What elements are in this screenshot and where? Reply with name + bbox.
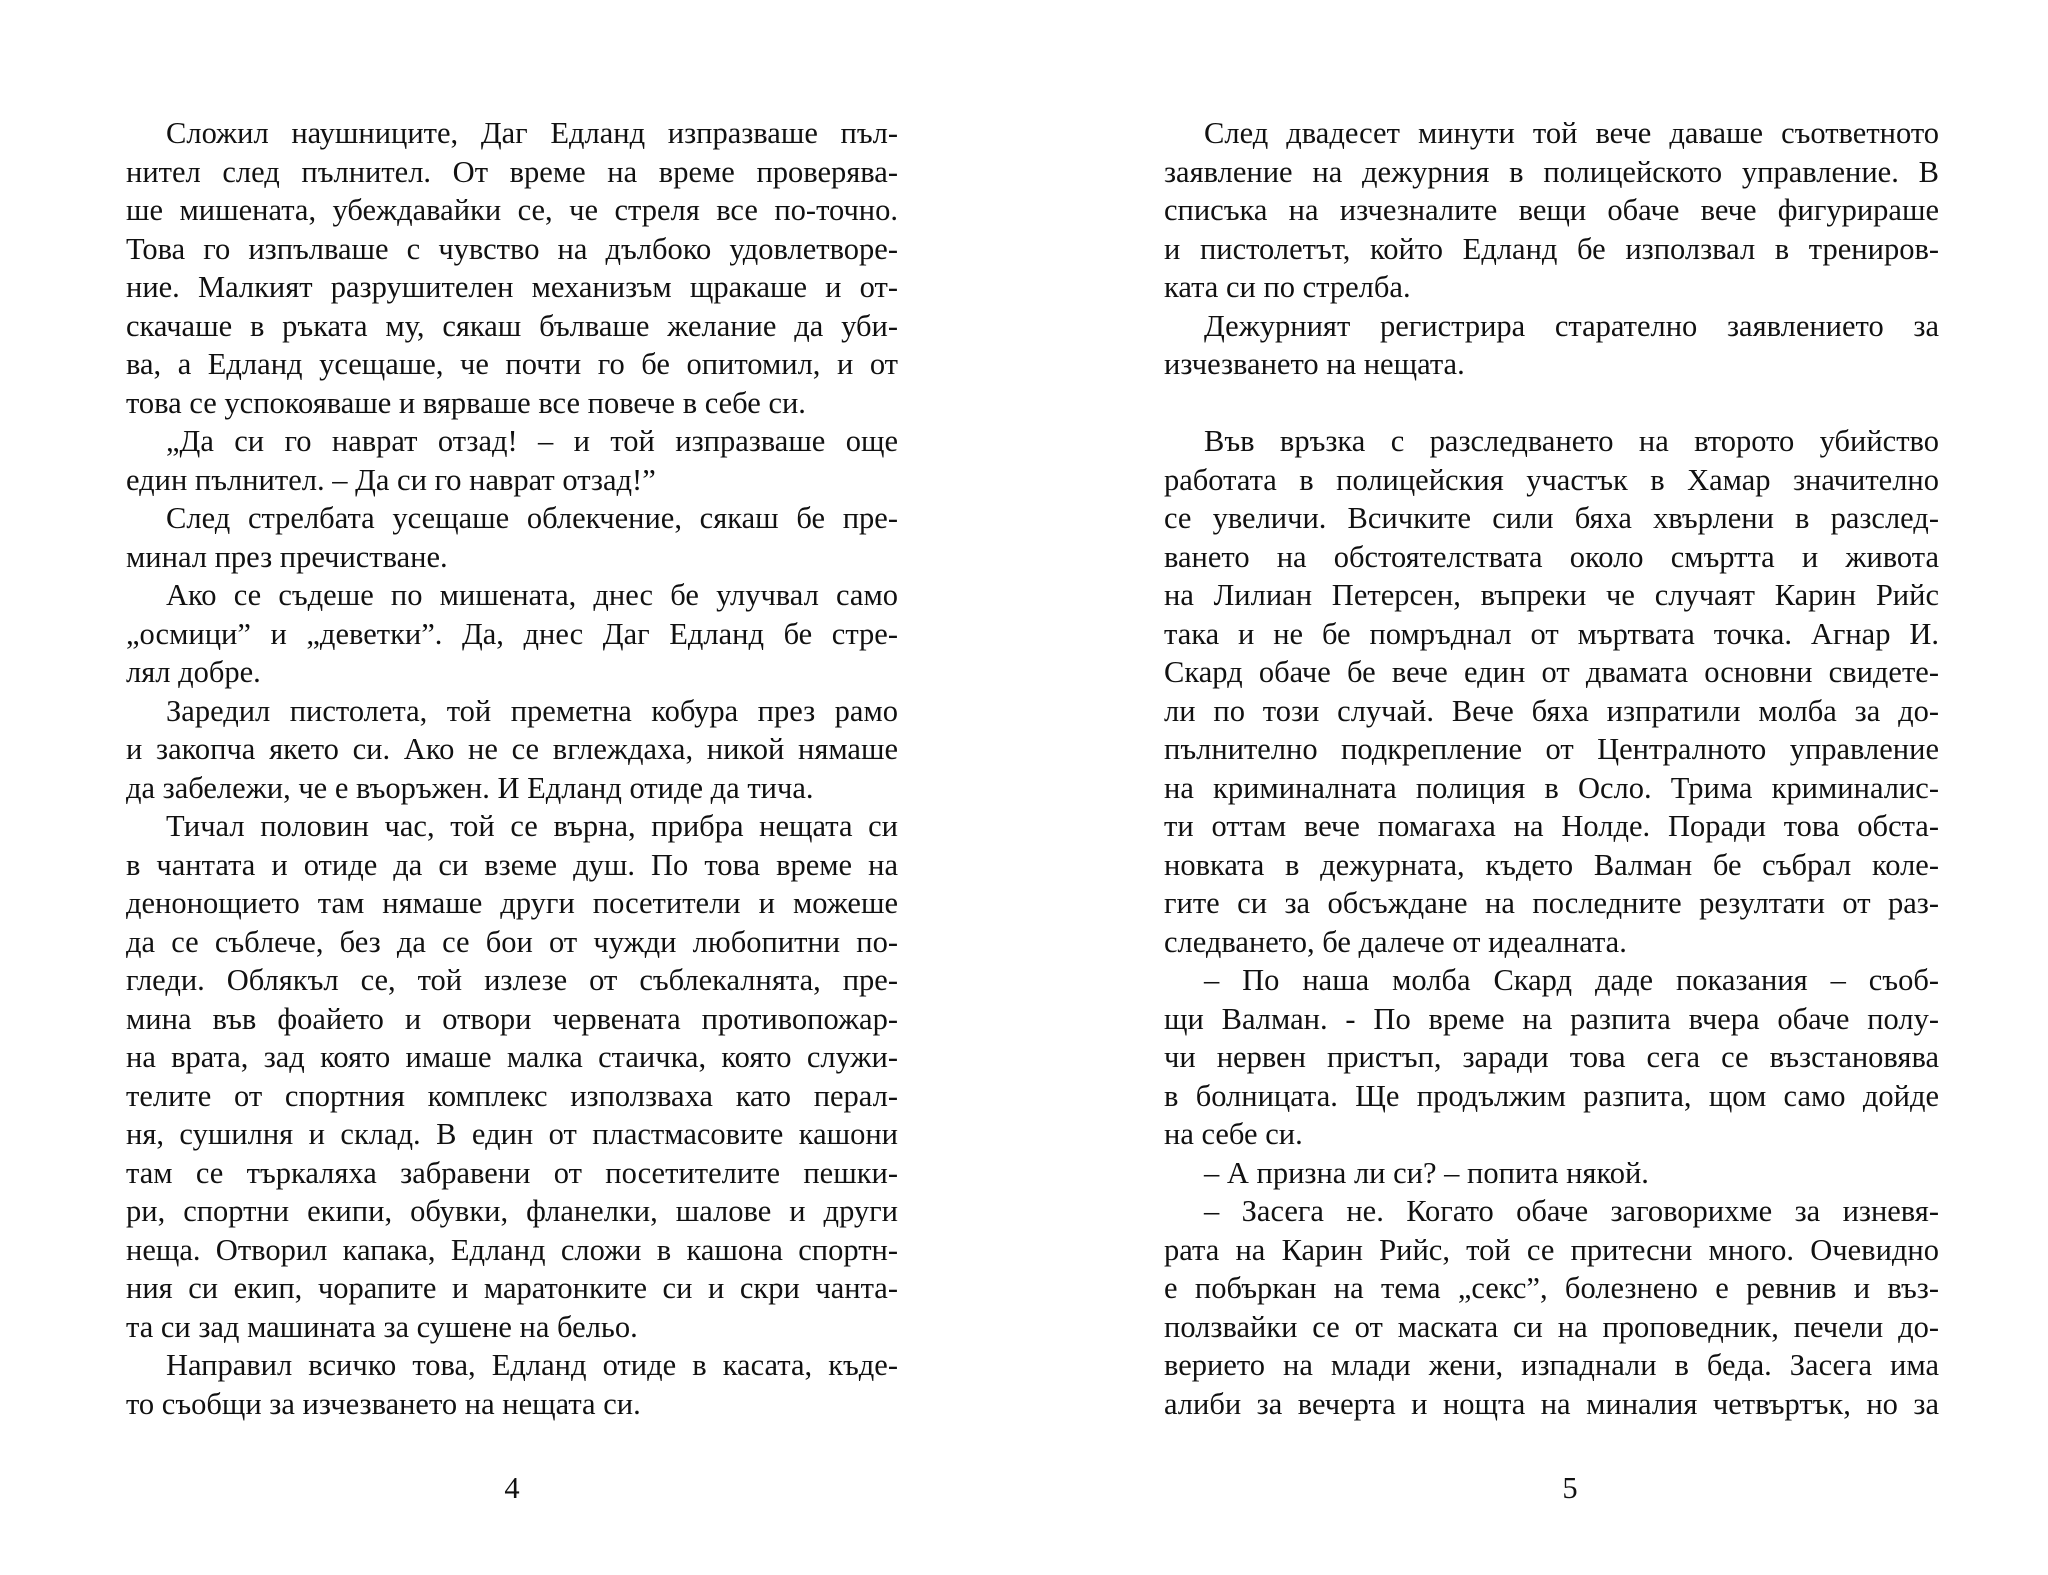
text-line: алиби за вечерта и нощта на миналия четвъртък, но за: [1164, 1386, 1939, 1421]
text-line: новката в дежурната, където Валман бе събрал коле-: [1164, 847, 1939, 882]
paragraph: [126, 422, 898, 499]
text-line: ва, а Едланд усещаше, че почти го бе опитомил, и от: [126, 347, 898, 381]
text-line: на Лилиан Петерсен, въпреки че случаят Карин Рийс: [1164, 578, 1939, 612]
text-line: ли по този случай. Вече бяха изпратили молба за до-: [1164, 693, 1939, 728]
text-line: След двадесет минути той вече даваше съответното: [1204, 116, 1939, 150]
text-line: следването, бе далече от идеалната.: [1164, 924, 1627, 959]
text-line: мина във фоайето и отвори червената противопожар-: [126, 1001, 898, 1036]
text-line: да се съблече, без да се бои от чужди любопитни по-: [126, 924, 898, 959]
text-line: един пълнител. – Да си го наврат отзад!”: [126, 462, 656, 497]
text-line: и пистолетът, който Едланд бе използвал в трениров-: [1164, 231, 1939, 266]
paragraph: [126, 499, 898, 576]
text-line: заявление на дежурния в полицейското управление. В: [1164, 154, 1939, 189]
text-line: Във връзка с разследването на второто убийство: [1204, 424, 1939, 458]
paragraph: [1164, 1154, 1939, 1193]
text-line: на себе си.: [1164, 1117, 1303, 1151]
paragraph: [1164, 307, 1939, 384]
right-page: [1024, 0, 2048, 1575]
text-line: щи Валман. - По време на разпита вчера обаче полу-: [1164, 1001, 1939, 1036]
text-line: списъка на изчезналите вещи обаче вече фигурираше: [1164, 193, 1939, 227]
text-line: телите от спортния комплекс използваха като перал-: [126, 1078, 898, 1113]
paragraph: [126, 114, 898, 422]
paragraph: [1164, 961, 1939, 1154]
paragraph: [1164, 1192, 1939, 1423]
text-line: така и не бе помръднал от мъртвата точка. Агнар И.: [1164, 616, 1939, 651]
text-line: рата на Карин Рийс, той се притесни много. Очевидно: [1164, 1232, 1939, 1267]
text-line: ня, сушилня и склад. В един от пластмасовите кашони: [126, 1117, 898, 1151]
text-line: ването на обстоятелствата около смъртта и живота: [1164, 539, 1939, 574]
text-line: Тичал половин час, той се върна, прибра нещата си: [166, 809, 898, 843]
paragraph: [126, 692, 898, 808]
paragraph: [1164, 114, 1939, 307]
text-line: скачаше в ръката му, сякаш бълваше желание да уби-: [126, 308, 898, 343]
text-line: гите си за обсъждане на последните резултати от раз-: [1164, 886, 1939, 920]
right-page-number: 5: [1562, 1471, 1578, 1505]
text-line: Скард обаче бе вече един от двамата основни свидете-: [1164, 655, 1939, 689]
text-line: работата в полицейския участък в Хамар значително: [1164, 462, 1939, 497]
text-line: да забележи, че е въоръжен. И Едланд отиде да тича.: [126, 770, 814, 805]
text-line: – А призна ли си? – попита някой.: [1204, 1155, 1649, 1190]
text-line: След стрелбата усещаше облекчение, сякаш бе пре-: [166, 501, 898, 535]
text-line: Заредил пистолета, той преметна кобура през рамо: [166, 693, 898, 728]
text-line: изчезването на нещата.: [1164, 347, 1465, 381]
text-line: ние. Малкият разрушителен механизъм щракаше и от-: [126, 270, 898, 304]
text-line: това се успокояваше и вярваше все повече в себе си.: [126, 385, 806, 420]
left-page-text: [126, 114, 898, 1423]
paragraph: [1164, 422, 1939, 961]
text-line: лял добре.: [126, 655, 261, 689]
right-page-text: [1164, 114, 1939, 1423]
paragraph: [126, 1346, 898, 1423]
text-line: се увеличи. Всичките сили бяха хвърлени в разслед-: [1164, 501, 1939, 535]
text-line: Сложил наушниците, Даг Едланд изпразваше пъл-: [166, 116, 898, 150]
text-line: верието на млади жени, изпаднали в беда. Засега има: [1164, 1348, 1939, 1382]
section-break: [1164, 384, 1939, 423]
left-page-number: 4: [504, 1471, 520, 1505]
text-line: ползвайки се от маската си на проповедник, печели до-: [1164, 1309, 1939, 1344]
text-line: ката си по стрелба.: [1164, 270, 1411, 304]
text-line: Ако се съдеше по мишената, днес бе улучвал само: [166, 578, 898, 612]
text-line: – Засега не. Когато обаче заговорихме за изневя-: [1204, 1194, 1939, 1228]
text-line: ния си екип, чорапите и маратонките си и скри чанта-: [126, 1271, 898, 1305]
text-line: Дежурният регистрира старателно заявлението за: [1204, 308, 1939, 343]
text-line: ти оттам вече помагаха на Нолде. Поради това обста-: [1164, 809, 1939, 843]
text-line: там се търкаляха забравени от посетителите пешки-: [126, 1155, 898, 1190]
text-line: ше мишената, убеждавайки се, че стреля все по-точно.: [126, 193, 898, 227]
text-line: чи нервен пристъп, заради това сега се възстановява: [1164, 1040, 1939, 1074]
text-line: ри, спортни екипи, обувки, фланелки, шалове и други: [126, 1194, 898, 1228]
text-line: „Да си го наврат отзад! – и той изпразваше още: [166, 424, 898, 458]
text-line: нител след пълнител. От време на време проверява-: [126, 154, 898, 189]
text-line: гледи. Облякъл се, той излезе от съблекалнята, пре-: [126, 963, 898, 997]
text-line: денонощието там нямаше други посетители и можеше: [126, 886, 898, 920]
text-line: пълнително подкрепление от Централното управление: [1164, 732, 1939, 766]
paragraph: [126, 576, 898, 692]
text-line: Направил всичко това, Едланд отиде в касата, къде-: [166, 1348, 898, 1382]
text-line: е побъркан на тема „секс”, болезнено е ревнив и въз-: [1164, 1271, 1939, 1305]
text-line: – По наша молба Скард даде показания – съоб-: [1204, 963, 1939, 997]
text-line: в чантата и отиде да си вземе душ. По това време на: [126, 847, 898, 882]
text-line: то съобщи за изчезването на нещата си.: [126, 1386, 641, 1421]
text-line: Това го изпълваше с чувство на дълбоко удовлетворе-: [126, 231, 898, 266]
text-line: и закопча якето си. Ако не се вглеждаха, никой нямаше: [126, 732, 898, 766]
text-line: „осмици” и „деветки”. Да, днес Даг Едланд бе стре-: [126, 616, 898, 651]
text-line: на криминалната полиция в Осло. Трима криминалис-: [1164, 770, 1939, 805]
text-line: неща. Отворил капака, Едланд сложи в кашона спортн-: [126, 1232, 898, 1267]
paragraph: [126, 807, 898, 1346]
text-line: на врата, зад която имаше малка стаичка, която служи-: [126, 1040, 898, 1074]
text-line: та си зад машината за сушене на бельо.: [126, 1309, 638, 1344]
text-line: минал през пречистване.: [126, 539, 448, 574]
text-line: в болницата. Ще продължим разпита, щом само дойде: [1164, 1078, 1939, 1113]
